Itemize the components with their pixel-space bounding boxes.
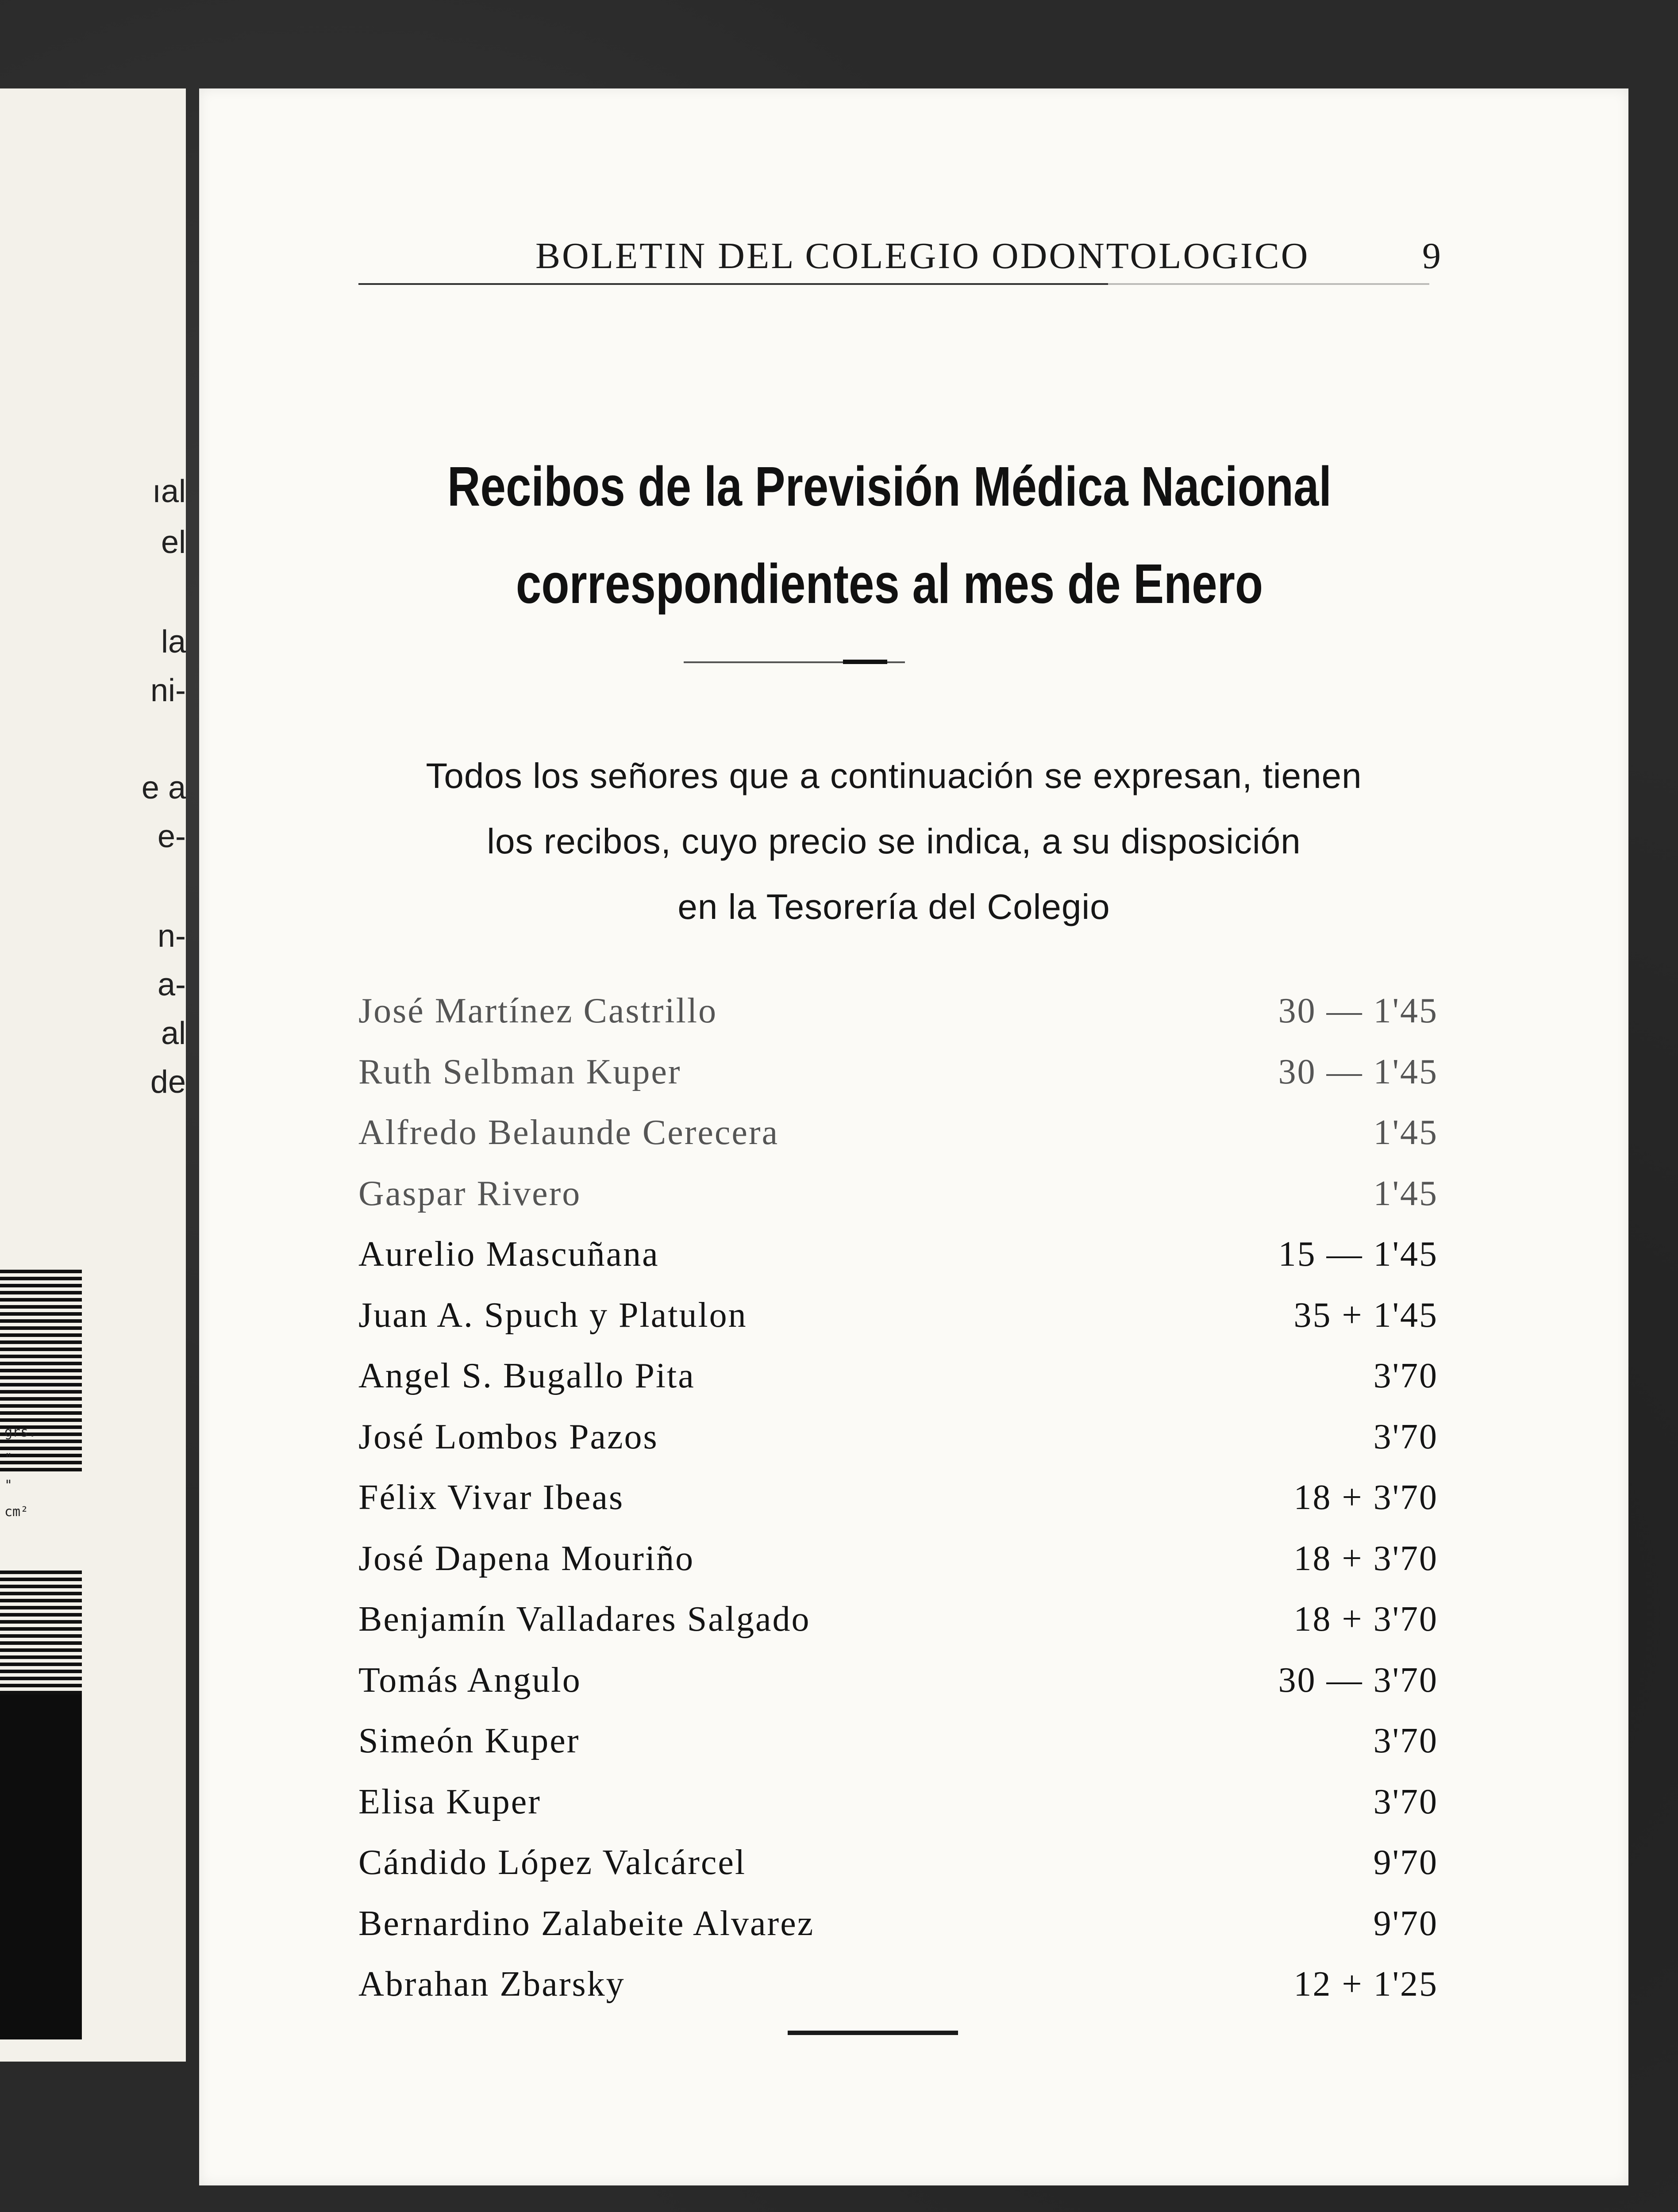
recipient-amount: 3'70 [1373, 1356, 1438, 1395]
recipient-amount: 3'70 [1373, 1417, 1438, 1456]
recipient-amount: 30 — 1'45 [1278, 1052, 1438, 1091]
document-page [199, 88, 1628, 2185]
left-fragment: el [161, 525, 186, 560]
left-fragment: e- [157, 819, 186, 854]
left-note: grs. [4, 1425, 37, 1440]
left-fragment: a- [157, 967, 186, 1002]
list-item [358, 982, 1438, 1043]
recipient-amount: 12 + 1'25 [1293, 1965, 1438, 2004]
list-item [358, 1469, 1438, 1530]
recipient-name: Félix Vivar Ibeas [358, 1478, 624, 1517]
list-item [358, 1043, 1438, 1104]
recipient-amount: 30 — 1'45 [1278, 991, 1438, 1030]
left-note: cm² [4, 1504, 29, 1520]
recipient-name: Simeón Kuper [358, 1721, 580, 1760]
heading-line: Recibos de la Previsión Médica Nacional [447, 455, 1332, 518]
recipient-amount: 9'70 [1373, 1904, 1438, 1943]
recipient-amount: 3'70 [1373, 1721, 1438, 1760]
list-item [358, 1590, 1438, 1651]
left-page-strip [0, 88, 186, 2062]
list-item [358, 1104, 1438, 1165]
left-hatched-block [0, 1270, 82, 1473]
recipient-name: Bernardino Zalabeite Alvarez [358, 1904, 815, 1943]
list-item [358, 1651, 1438, 1713]
list-item [358, 1530, 1438, 1591]
recipient-name: José Martínez Castrillo [358, 991, 718, 1030]
recipient-name: Cándido López Valcárcel [358, 1843, 747, 1882]
recipient-name: Gaspar Rivero [358, 1174, 581, 1213]
recipient-name: Benjamín Valladares Salgado [358, 1600, 811, 1639]
recipient-amount: 30 — 3'70 [1278, 1660, 1438, 1700]
list-item [358, 1286, 1438, 1348]
list-item [358, 1773, 1438, 1834]
journal-title: BOLETIN DEL COLEGIO ODONTOLOGICO [535, 235, 1310, 276]
left-fragment: al [161, 1016, 186, 1051]
recipient-name: Aurelio Mascuñana [358, 1235, 659, 1274]
left-fragment: n- [157, 918, 186, 954]
list-item [358, 1895, 1438, 1956]
list-item [358, 1408, 1438, 1469]
recipient-amount: 3'70 [1373, 1782, 1438, 1821]
list-item [358, 1955, 1438, 2016]
left-fragment: e a [141, 770, 186, 806]
closing-rule [788, 2031, 958, 2035]
recipient-name: Juan A. Spuch y Platulon [358, 1295, 747, 1335]
intro-paragraph [345, 743, 1443, 940]
recipient-name: Elisa Kuper [358, 1782, 541, 1821]
header-rule [358, 283, 1429, 285]
heading-line: correspondientes al mes de Enero [516, 553, 1263, 615]
left-note: " [4, 1451, 13, 1467]
recipient-name: Alfredo Belaunde Cerecera [358, 1113, 779, 1152]
intro-line: los recibos, cuyo precio se indica, a su disposición [487, 822, 1301, 861]
left-fragment: de [150, 1064, 186, 1100]
recipient-amount: 18 + 3'70 [1293, 1539, 1438, 1578]
heading-divider [684, 661, 905, 663]
recipient-name: Abrahan Zbarsky [358, 1965, 625, 2004]
list-item [358, 1165, 1438, 1226]
recipient-amount: 15 — 1'45 [1278, 1235, 1438, 1274]
recipient-name: José Lombos Pazos [358, 1417, 658, 1456]
left-fragment: ıal [152, 474, 186, 509]
list-item [358, 1834, 1438, 1895]
left-note: " [4, 1478, 13, 1493]
left-fragment: ni- [150, 673, 186, 708]
recipient-amount: 18 + 3'70 [1293, 1478, 1438, 1517]
left-fragment: la [161, 624, 186, 660]
list-item [358, 1347, 1438, 1408]
article-heading [425, 438, 1354, 633]
recipient-amount: 9'70 [1373, 1843, 1438, 1882]
list-item [358, 1712, 1438, 1773]
list-item [358, 1225, 1438, 1286]
recipient-amount: 35 + 1'45 [1293, 1295, 1438, 1335]
recipient-amount: 1'45 [1373, 1113, 1438, 1152]
recipient-amount: 18 + 3'70 [1293, 1600, 1438, 1639]
intro-line: en la Tesorería del Colegio [677, 887, 1110, 926]
page-number: 9 [1422, 235, 1443, 276]
recipient-name: Ruth Selbman Kuper [358, 1052, 681, 1091]
recipient-name: Angel S. Bugallo Pita [358, 1356, 695, 1395]
recipient-name: José Dapena Mouriño [358, 1539, 695, 1578]
recipient-amount: 1'45 [1373, 1174, 1438, 1213]
intro-line: Todos los señores que a continuación se expresan, tienen [426, 756, 1362, 795]
left-dark-block [0, 1694, 82, 2039]
recipients-list [358, 982, 1438, 2016]
recipient-name: Tomás Angulo [358, 1660, 581, 1700]
